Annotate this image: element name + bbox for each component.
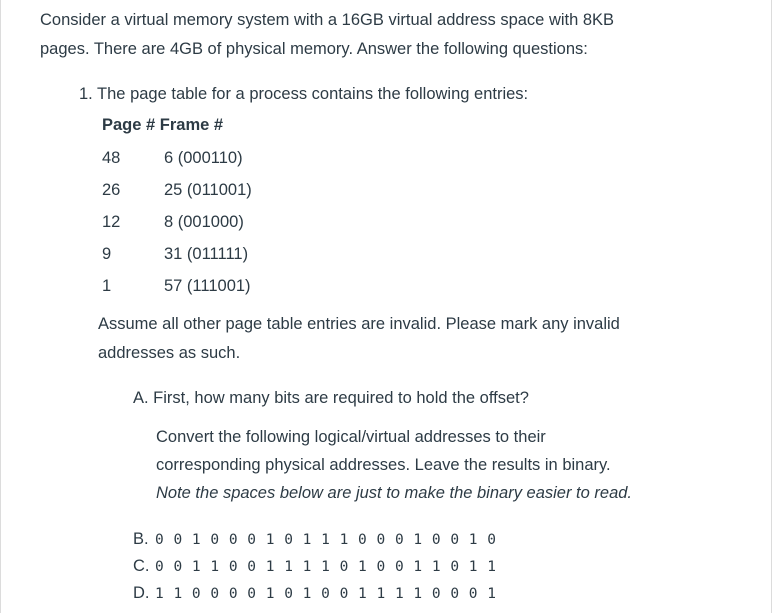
address-bits: 0 0 1 0 0 0 1 0 1 1 1 0 0 0 1 0 0 1 0 <box>155 532 497 548</box>
address-bits: 0 0 1 1 0 0 1 1 1 1 0 1 0 0 1 1 0 1 1 <box>155 559 497 575</box>
address-list <box>133 526 497 607</box>
assumption-line-1: Assume all other page table entries are invalid. Please mark any invalid <box>98 315 620 333</box>
intro-paragraph <box>40 6 740 64</box>
convert-instructions <box>156 423 736 507</box>
frame-number-cell: 25 (011001) <box>164 181 252 199</box>
page-number-cell: 48 <box>102 149 121 167</box>
address-bits: 1 1 0 0 0 0 1 0 1 0 0 1 1 1 1 0 0 0 1 <box>155 586 497 602</box>
table-row <box>102 238 252 270</box>
frame-number-cell: 31 (011111) <box>164 245 249 263</box>
assumption-paragraph <box>98 310 718 368</box>
assumption-line-2: addresses as such. <box>98 344 241 362</box>
intro-line-1: Consider a virtual memory system with a 16GB virtual address space with 8KB <box>40 11 615 29</box>
table-row <box>102 206 252 238</box>
convert-line-1: Convert the following logical/virtual addresses to their <box>156 428 546 446</box>
address-item-b <box>133 526 497 553</box>
frame-number-cell: 6 (000110) <box>164 149 243 167</box>
address-item-d <box>133 580 497 607</box>
address-item-c <box>133 553 497 580</box>
page-number-cell: 9 <box>102 245 112 263</box>
frame-number-cell: 57 (111001) <box>164 277 251 295</box>
address-letter: B. <box>133 530 149 548</box>
page-number-cell: 1 <box>102 277 112 295</box>
convert-line-2: corresponding physical addresses. Leave the results in binary. <box>156 456 611 474</box>
address-letter: C. <box>133 557 150 575</box>
question-1-text: 1. The page table for a process contains the following entries: <box>79 85 529 103</box>
page-number-cell: 26 <box>102 181 121 199</box>
table-row <box>102 142 252 174</box>
intro-line-2: pages. There are 4GB of physical memory. Answer the following questions: <box>40 40 588 58</box>
part-a-question: A. First, how many bits are required to hold the offset? <box>133 389 529 407</box>
table-row <box>102 270 252 302</box>
address-letter: D. <box>133 584 150 602</box>
page-table <box>102 142 252 302</box>
table-row <box>102 174 252 206</box>
frame-number-cell: 8 (001000) <box>164 213 244 231</box>
page-table-header: Page # Frame # <box>102 116 224 134</box>
page-number-cell: 12 <box>102 213 121 231</box>
convert-note: Note the spaces below are just to make the binary easier to read. <box>156 484 633 502</box>
